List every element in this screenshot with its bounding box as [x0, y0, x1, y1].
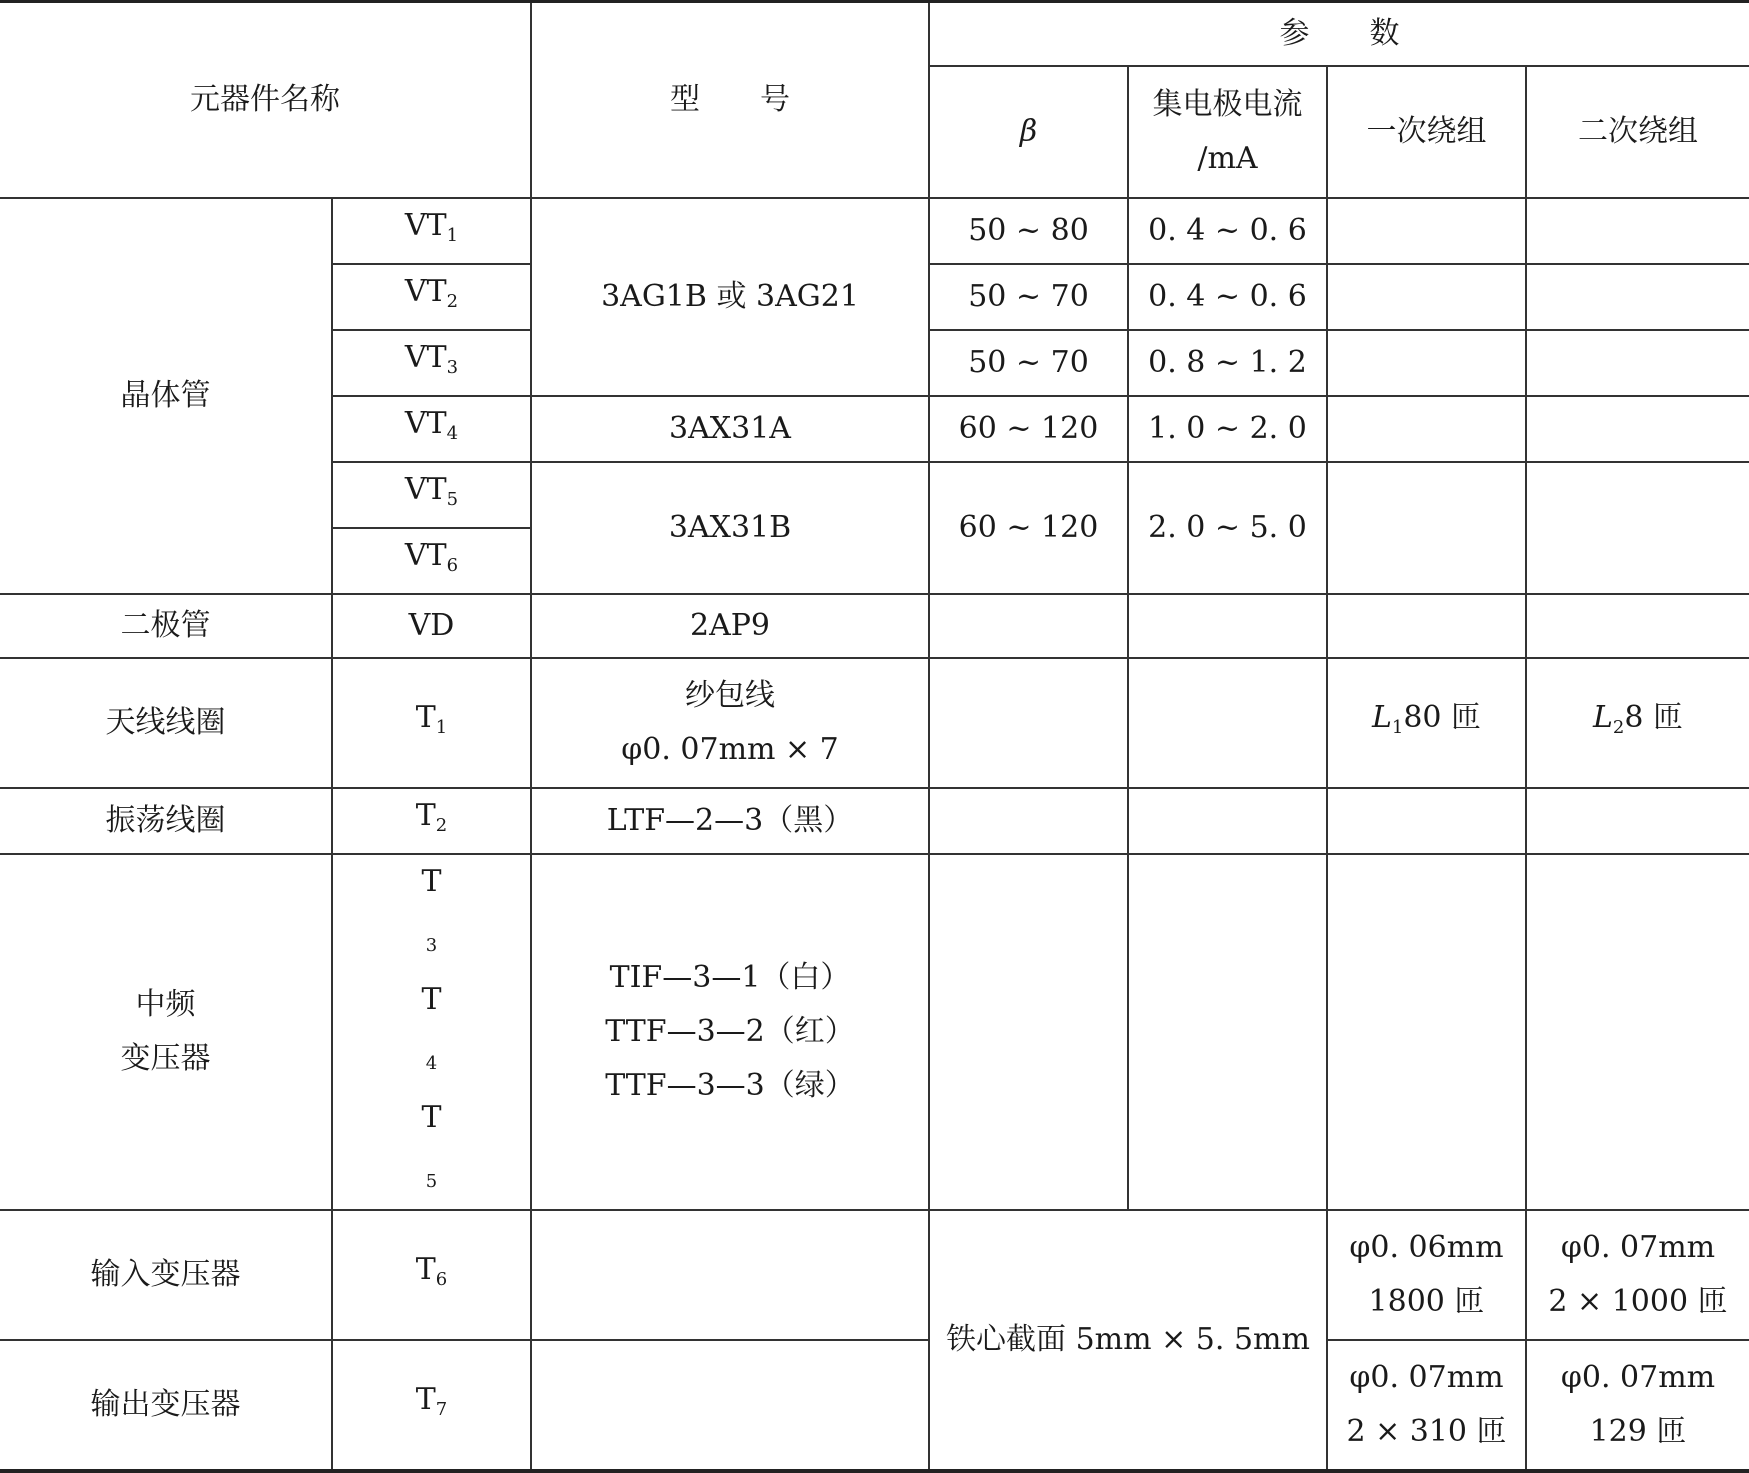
group-if-transformer	[0, 854, 332, 1210]
secondary-vt56	[1526, 462, 1749, 594]
secondary-vt2	[1526, 264, 1749, 330]
secondary-t7-line1: φ0. 07mm	[1560, 1360, 1716, 1395]
group-if-transformer-line1: 中频	[135, 987, 196, 1022]
beta-vd	[929, 594, 1128, 658]
secondary-t2	[1526, 788, 1749, 854]
model-vt4: 3AX31A	[531, 396, 929, 462]
header-model: 型 号	[531, 2, 929, 199]
header-collector-current	[1128, 66, 1327, 198]
primary-t7	[1327, 1340, 1526, 1471]
group-antenna-coil: 天线线圈	[0, 658, 332, 788]
header-component-name: 元器件名称	[0, 2, 531, 199]
secondary-t7	[1526, 1340, 1749, 1471]
designator-t2: $T_2$	[332, 788, 531, 854]
core-section: 铁心截面 5mm × 5. 5mm	[929, 1210, 1327, 1471]
group-diode: 二极管	[0, 594, 332, 658]
header-params: 参 数	[929, 2, 1749, 67]
primary-t6-line1: φ0. 06mm	[1349, 1230, 1504, 1265]
designator-vt6: $VT_6$	[332, 528, 531, 594]
designator-t3: T $_3$	[421, 864, 442, 956]
model-t3-t5	[531, 854, 929, 1210]
model-vd: 2AP9	[531, 594, 929, 658]
secondary-vt1	[1526, 198, 1749, 264]
beta-t2	[929, 788, 1128, 854]
primary-vt1	[1327, 198, 1526, 264]
primary-t6-line2: 1800 匝	[1368, 1284, 1485, 1319]
model-t7	[531, 1340, 929, 1471]
designator-vd: VD	[332, 594, 531, 658]
current-vt4: 1. 0 ~ 2. 0	[1128, 396, 1327, 462]
designator-t4: T $_4$	[421, 982, 442, 1074]
designator-vt2: $VT_2$	[332, 264, 531, 330]
primary-t3-t5	[1327, 854, 1526, 1210]
header-primary-winding: 一次绕组	[1327, 66, 1526, 198]
current-t1	[1128, 658, 1327, 788]
designator-t3-t5	[332, 854, 531, 1210]
header-secondary-winding: 二次绕组	[1526, 66, 1749, 198]
group-transistor: 晶体管	[0, 198, 332, 594]
current-vd	[1128, 594, 1327, 658]
beta-t3-t5	[929, 854, 1128, 1210]
designator-t1: $T_1$	[332, 658, 531, 788]
header-beta: β	[929, 66, 1128, 198]
secondary-t6-line2: 2 × 1000 匝	[1548, 1284, 1728, 1319]
group-oscillator-coil: 振荡线圈	[0, 788, 332, 854]
primary-vt2	[1327, 264, 1526, 330]
primary-vt3	[1327, 330, 1526, 396]
model-t1-line1: 纱包线	[685, 678, 775, 713]
model-t1	[531, 658, 929, 788]
primary-t2	[1327, 788, 1526, 854]
secondary-t6	[1526, 1210, 1749, 1340]
model-vt56: 3AX31B	[531, 462, 929, 594]
group-output-transformer: 输出变压器	[0, 1340, 332, 1471]
current-vt1: 0. 4 ~ 0. 6	[1128, 198, 1327, 264]
current-t2	[1128, 788, 1327, 854]
beta-vt2: 50 ~ 70	[929, 264, 1128, 330]
designator-t7: $T_7$	[332, 1340, 531, 1471]
primary-vd	[1327, 594, 1526, 658]
beta-vt3: 50 ~ 70	[929, 330, 1128, 396]
primary-vt56	[1327, 462, 1526, 594]
secondary-t7-line2: 129 匝	[1589, 1414, 1687, 1449]
secondary-vd	[1526, 594, 1749, 658]
beta-vt1: 50 ~ 80	[929, 198, 1128, 264]
secondary-t1: $L_28$ 匝	[1526, 658, 1749, 788]
primary-t6	[1327, 1210, 1526, 1340]
designator-t5: T $_5$	[421, 1100, 442, 1192]
group-if-transformer-line2: 变压器	[120, 1041, 211, 1076]
current-t3-t5	[1128, 854, 1327, 1210]
secondary-t3-t5	[1526, 854, 1749, 1210]
primary-t1: $L_180$ 匝	[1327, 658, 1526, 788]
beta-vt56: 60 ~ 120	[929, 462, 1128, 594]
beta-t1	[929, 658, 1128, 788]
designator-vt4: $VT_4$	[332, 396, 531, 462]
designator-vt5: $VT_5$	[332, 462, 531, 528]
model-t6	[531, 1210, 929, 1340]
current-vt3: 0. 8 ~ 1. 2	[1128, 330, 1327, 396]
current-vt56: 2. 0 ~ 5. 0	[1128, 462, 1327, 594]
secondary-vt4	[1526, 396, 1749, 462]
model-vt123: 3AG1B 或 3AG21	[531, 198, 929, 396]
designator-t6: $T_6$	[332, 1210, 531, 1340]
header-collector-current-line2: /mA	[1197, 141, 1258, 176]
secondary-t6-line1: φ0. 07mm	[1560, 1230, 1716, 1265]
primary-t7-line1: φ0. 07mm	[1349, 1360, 1504, 1395]
model-t2: LTF—2—3（黑）	[531, 788, 929, 854]
beta-vt4: 60 ~ 120	[929, 396, 1128, 462]
model-t3: TIF—3—1（白）	[609, 960, 851, 995]
current-vt2: 0. 4 ~ 0. 6	[1128, 264, 1327, 330]
model-t5: TTF—3—3（绿）	[605, 1068, 855, 1103]
header-collector-current-line1: 集电极电流	[1152, 87, 1303, 122]
primary-vt4	[1327, 396, 1526, 462]
primary-t7-line2: 2 × 310 匝	[1346, 1414, 1507, 1449]
secondary-vt3	[1526, 330, 1749, 396]
model-t1-line2: φ0. 07mm × 7	[621, 732, 839, 767]
designator-vt3: $VT_3$	[332, 330, 531, 396]
group-input-transformer: 输入变压器	[0, 1210, 332, 1340]
designator-vt1: $VT_1$	[332, 198, 531, 264]
model-t4: TTF—3—2（红）	[605, 1014, 855, 1049]
